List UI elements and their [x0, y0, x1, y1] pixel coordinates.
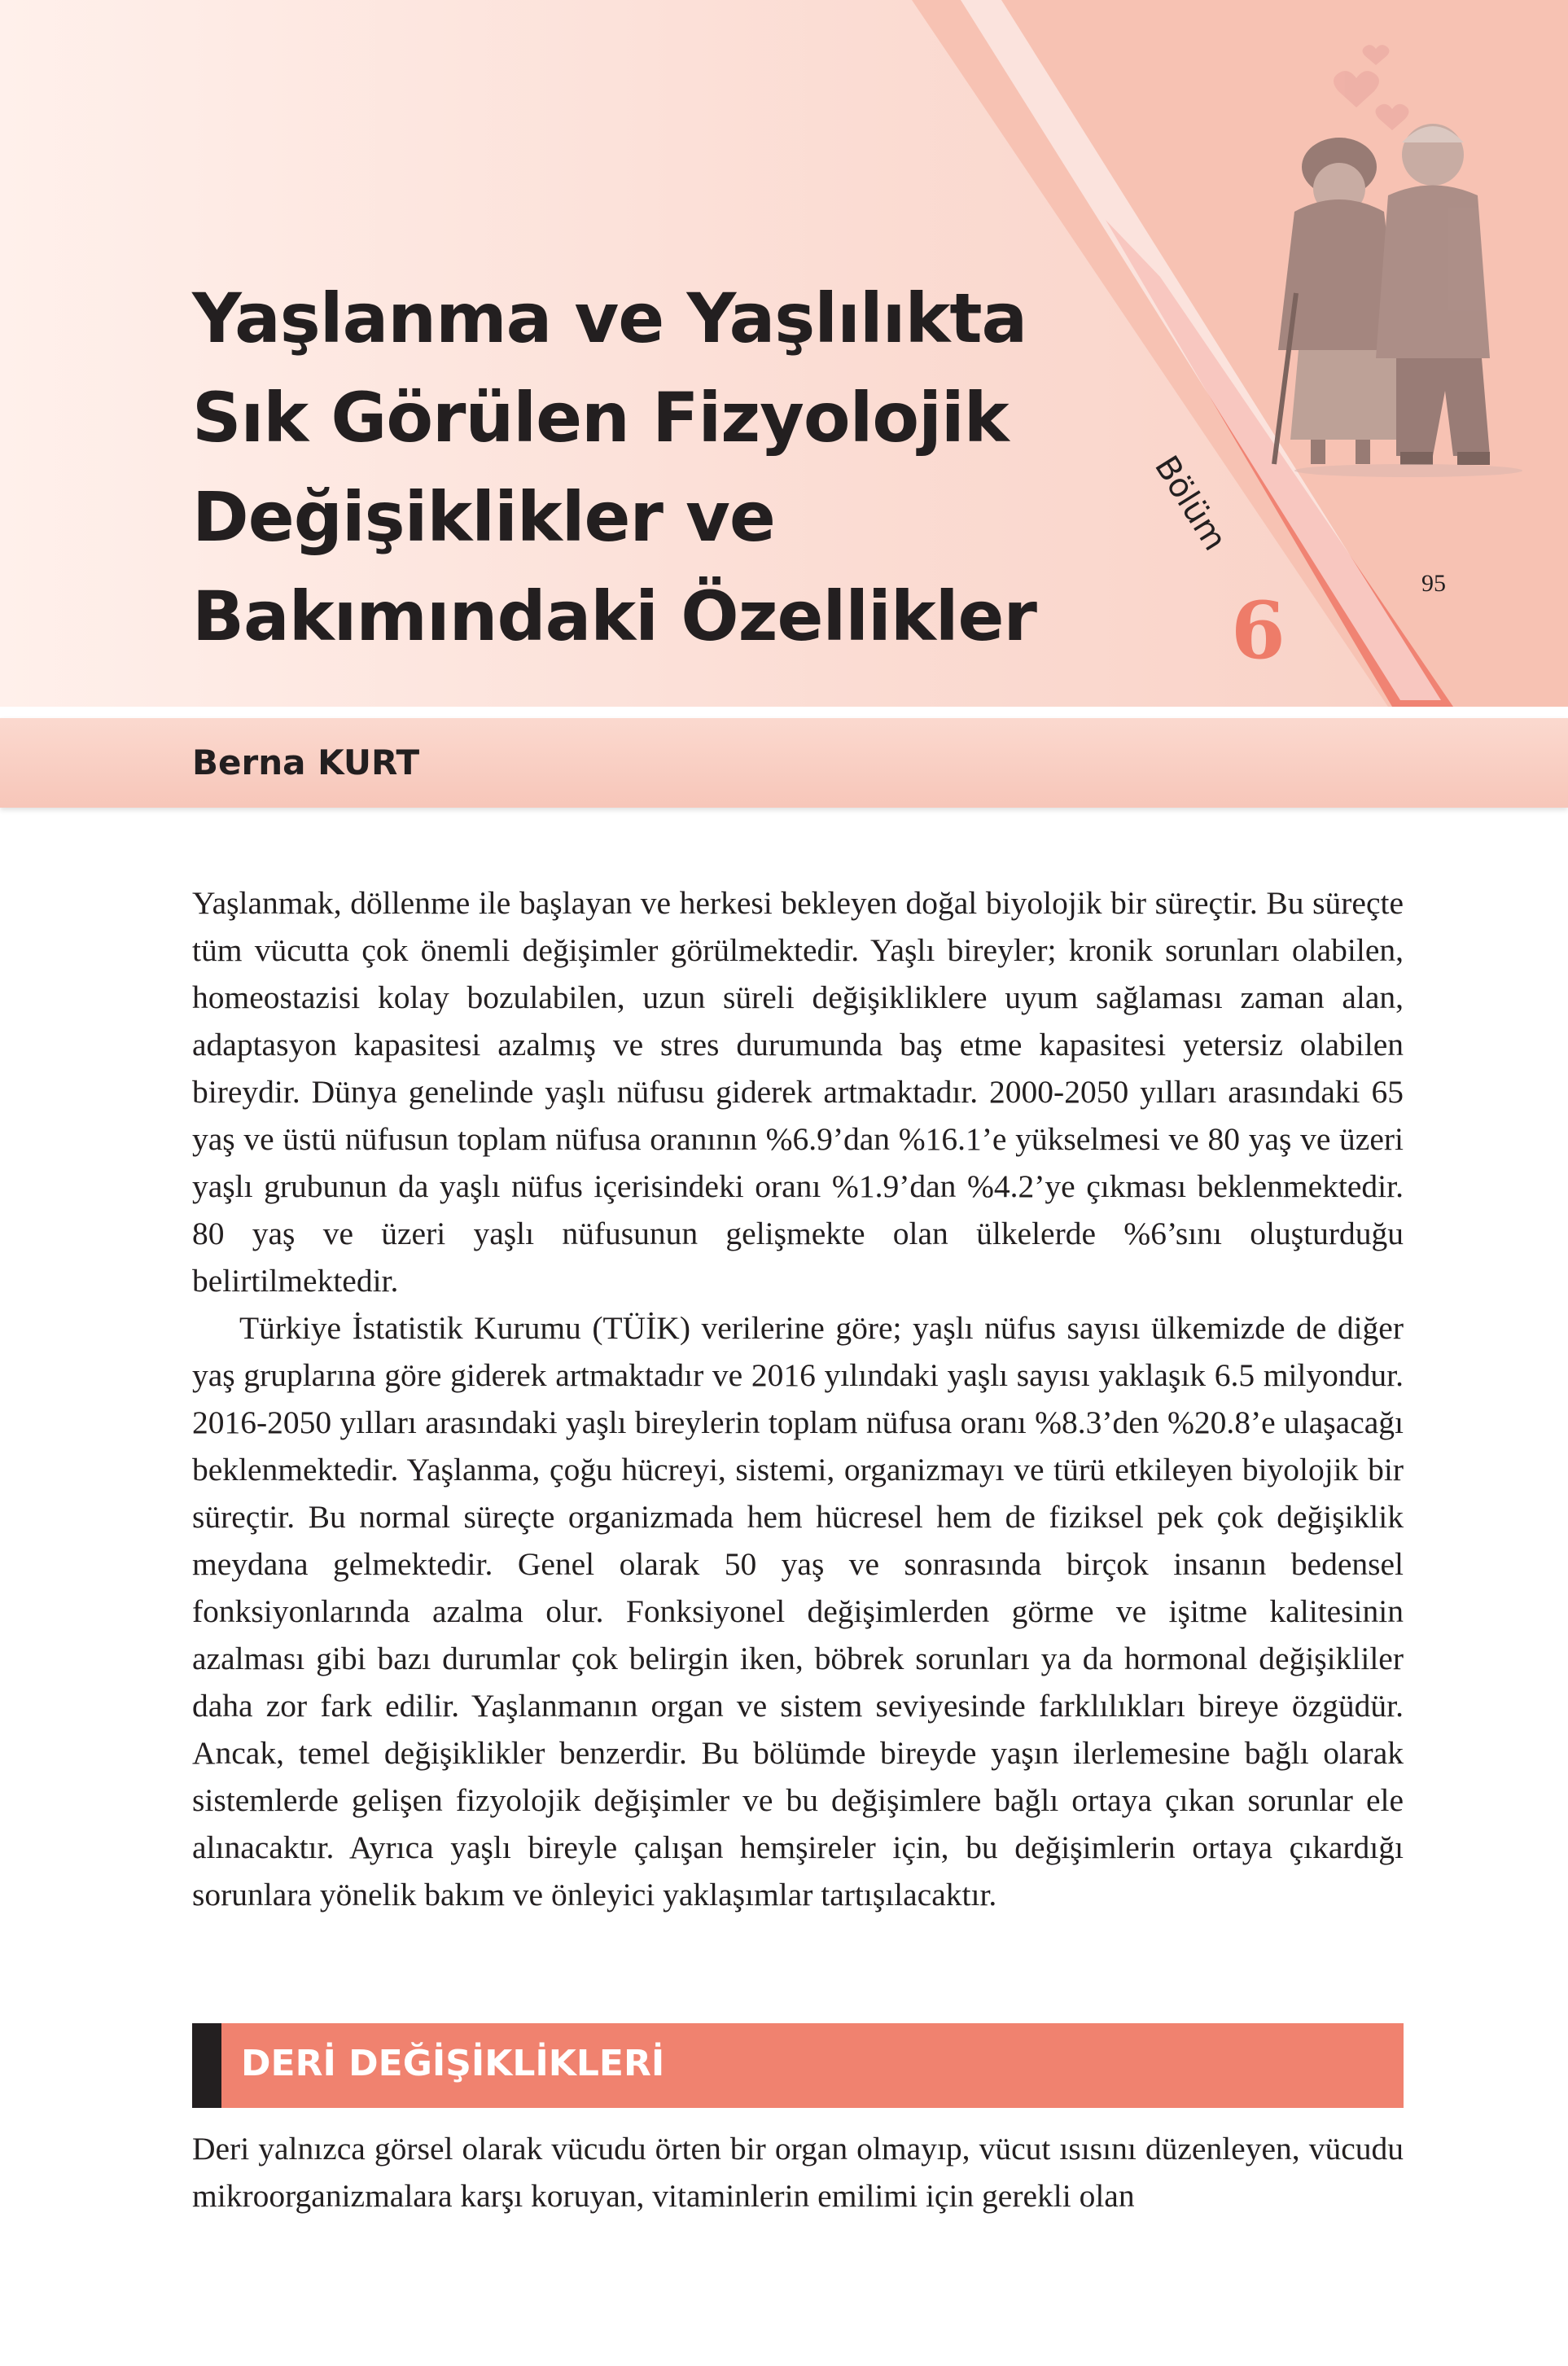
author-bar: [0, 718, 1568, 808]
section-heading-bar: [192, 2023, 1404, 2108]
chapter-label: Bölüm: [1146, 449, 1234, 558]
chapter-title-line: Değişiklikler ve: [192, 477, 775, 557]
section-body: [192, 2125, 1404, 2219]
chapter-title-line: Yaşlanma ve Yaşlılıkta: [192, 278, 1027, 358]
page-number: 95: [1421, 570, 1446, 597]
section-paragraph: Deri yalnızca görsel olarak vücudu örten bir organ olmayıp, vücut ısısını düzenleyen, vücudu mikroorganizmalara karşı koruyan, vitaminlerin emilimi için gerekli olan: [192, 2131, 1404, 2214]
chapter-title-line: Sık Görülen Fizyolojik: [192, 378, 1009, 458]
body-paragraph: Yaşlanmak, döllenme ile başlayan ve herkesi bekleyen doğal biyolojik bir süreçtir. Bu süreçte tüm vücutta çok önemli değişimler görülmektedir. Yaşlı bireyler; kronik sorunları olabilen, homeostazisi kolay bozulabilen, uzun süreli değişikliklere uyum sağlaması zaman alan, adaptasyon kapasitesi azalmış ve stres durumunda baş etme kapasitesi yetersiz olabilen bireydir. Dünya genelinde yaşlı nüfusu giderek artmaktadır. 2000-2050 yılları arasındaki 65 yaş ve üstü nüfusun toplam nüfusa oranının %6.9’dan %16.1’e yükselmesi ve 80 yaş ve üzeri yaşlı grubunun da yaşlı nüfus içerisindeki oranı %1.9’dan %4.2’ye çıkması beklenmektedir. 80 yaş ve üzeri yaşlı nüfusunun gelişmekte olan ülkelerde %6’sını oluşturduğu belirtilmektedir.: [192, 885, 1404, 1299]
body-paragraph: Türkiye İstatistik Kurumu (TÜİK) verilerine göre; yaşlı nüfus sayısı ülkemizde de diğer yaş gruplarına göre giderek artmaktadır ve 2016 yılındaki yaşlı sayısı yaklaşık 6.5 milyondur. 2016-2050 yılları arasındaki yaşlı bireylerin toplam nüfusa oranı %8.3’den %20.8’e ulaşacağı beklenmektedir. Yaşlanma, çoğu hücreyi, sistemi, organizmayı ve türü etkileyen biyolojik bir süreçtir. Bu normal süreçte organizmada hem hücresel hem de fiziksel pek çok değişiklik meydana gelmektedir. Genel olarak 50 yaş ve sonrasında birçok insanın bedensel fonksiyonlarında azalma olur. Fonksiyonel değişimlerden görme ve işitme kalitesinin azalması gibi bazı durumlar çok belirgin iken, böbrek sorunları ya da hormonal değişikliler daha zor fark edilir. Yaşlanmanın organ ve sistem seviyesinde farklılıkları bireye özgüdür. Ancak, temel değişiklikler benzerdir. Bu bölümde bireyde yaşın ilerlemesine bağlı olarak sistemlerde gelişen fizyolojik değişimler ve bu değişimlere bağlı ortaya çıkan sorunlar ele alınacaktır. Ayrıca yaşlı bireyle çalışan hemşireler için, bu değişimlerin ortaya çıkardığı sorunlara yönelik bakım ve önleyici yaklaşımlar tartışılacaktır.: [192, 1310, 1404, 1913]
chapter-title-line: Bakımındaki Özellikler: [192, 576, 1036, 656]
section-title: DERİ DEĞİŞİKLİKLERİ: [241, 2043, 665, 2084]
section-heading-marker: [192, 2023, 221, 2108]
body-text: [192, 879, 1404, 1918]
author-name: Berna KURT: [192, 743, 420, 782]
chapter-number: 6: [1231, 585, 1285, 677]
chapter-title: [192, 269, 1036, 666]
chapter-header: [0, 0, 1568, 707]
